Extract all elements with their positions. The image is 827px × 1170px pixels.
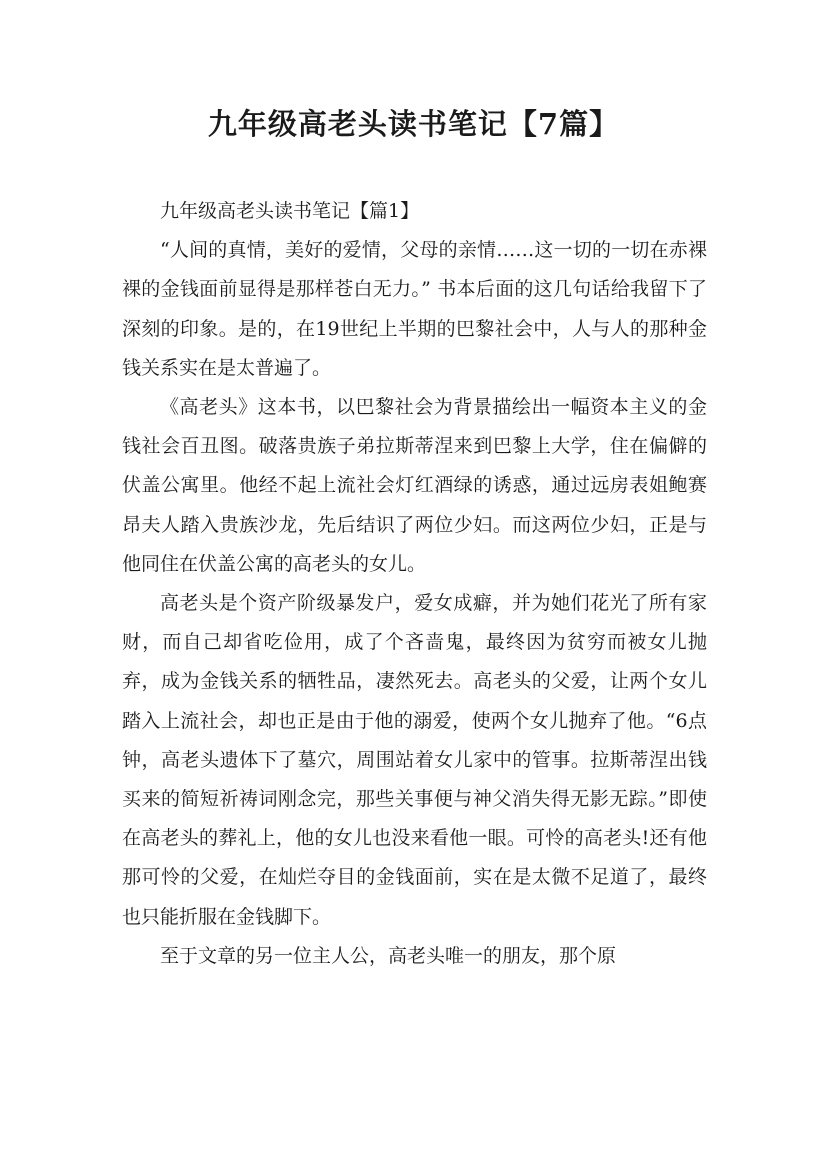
paragraph-4: 至于文章的另一位主人公，高老头唯一的朋友，那个原 (160, 944, 617, 967)
paragraph-1: “人间的真情，美好的爱情，父母的亲情……这一切的一切在赤裸裸的金钱面前显得是那样苍白无力。” 书本后面的这几句话给我留下了深刻的印象。是的，在19世纪上半期的巴黎社会中，人与人的那种金钱关系实在是太普遍了。 (122, 239, 707, 379)
section-heading: 九年级高老头读书笔记【篇1】 (160, 200, 420, 222)
document-body (122, 192, 707, 976)
paragraph-3: 高老头是个资产阶级暴发户，爱女成癖，并为她们花光了所有家财，而自己却省吃俭用，成了个吝啬鬼，最终因为贫穷而被女儿抛弃，成为金钱关系的牺牲品，凄然死去。高老头的父爱，让两个女儿踏入上流社会，却也正是由于他的溺爱，使两个女儿抛弃了他。“6点钟，高老头遗体下了墓穴，周围站着女儿家中的管事。拉斯蒂涅出钱买来的简短祈祷词刚念完，那些关事便与神父消失得无影无踪。”即使在高老头的葬礼上，他的女儿也没来看他一眼。可怜的高老头!还有他那可怜的父爱，在灿烂夺目的金钱面前，实在是太微不足道了，最终也只能折服在金钱脚下。 (122, 592, 707, 928)
paragraph-2: 《高老头》这本书，以巴黎社会为背景描绘出一幅资本主义的金钱社会百丑图。破落贵族子弟拉斯蒂涅来到巴黎上大学，住在偏僻的伏盖公寓里。他经不起上流社会灯红酒绿的诱惑，通过远房表姐鲍赛昂夫人踏入贵族沙龙，先后结识了两位少妇。而这两位少妇，正是与他同住在伏盖公寓的高老头的女儿。 (122, 396, 707, 575)
document-title: 九年级高老头读书笔记【7篇】 (207, 107, 620, 141)
